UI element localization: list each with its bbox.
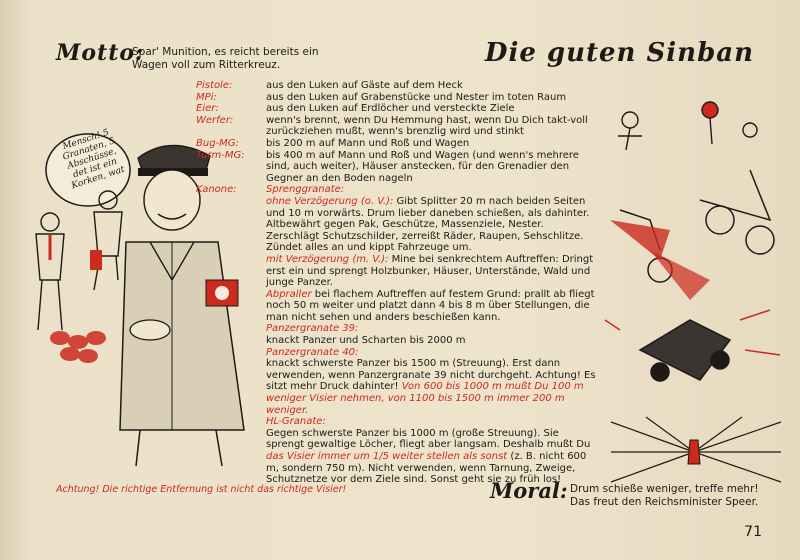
pz40-red-note: Von 600 bis 1000 m mußt Du 100 m weniger Visier nehmen, von 1100 bis 1500 m immer 200 m weniger. xyxy=(266,381,584,416)
weapon-row-werfer xyxy=(196,115,596,138)
abpraller-title: Abpraller xyxy=(266,288,312,300)
battle-illustration xyxy=(600,90,790,400)
weapon-label: Turm-MG: xyxy=(196,149,245,161)
weapon-row-kanone xyxy=(196,184,596,196)
hl-red-note: das Visier immer um 1/5 weiter stellen als sonst xyxy=(266,451,508,462)
weapon-label: Bug-MG: xyxy=(196,137,239,149)
weapon-desc: wenn's brennt, wenn Du Hemmung hast, wenn Du Dich takt-voll zurückziehen mußt, wenn's brenzlig wird und stinkt xyxy=(266,114,588,138)
weapon-desc: bis 200 m auf Mann und Roß und Wagen xyxy=(266,137,470,149)
hl-text-2: (z. B. nicht 600 m, sondern 750 m). Nicht verwenden, wenn Tarnung, Zweige, Schutznetze vor dem Ziele sind. Sonst geht sie zu früh los! xyxy=(266,451,587,486)
spreng-title: Sprenggranate: xyxy=(266,184,345,196)
speech-bubble-text: Mensch! 5 Granaten, 5 Abschüsse, det ist ein Korken, wat xyxy=(61,127,126,192)
hl-title: HL-Granate: xyxy=(266,416,326,428)
weapon-row-mpi xyxy=(196,92,596,104)
weapon-label: Kanone: xyxy=(196,184,237,196)
pz40-text: knackt schwerste Panzer bis 1500 m (Streuung). Erst dann verwenden, wenn Panzergranate 39 nicht durchgeht. Achtung! Es sitzt mehr Druck dahinter! xyxy=(266,358,596,393)
weapon-row-pistole xyxy=(196,80,596,92)
weapon-label: Werfer: xyxy=(196,114,234,126)
splinter-diagram xyxy=(606,412,786,492)
motto-text: Spar' Munition, es reicht bereits ein Wagen voll zum Ritterkreuz. xyxy=(132,46,319,71)
kanone-details xyxy=(196,196,596,486)
weapon-row-turm-mg xyxy=(196,150,596,185)
achtung-note: Achtung! Die richtige Entfernung ist nicht das richtige Visier! xyxy=(56,484,347,495)
moral-label: Moral: xyxy=(490,478,568,503)
pz39-text: knackt Panzer und Scharten bis 2000 m xyxy=(266,335,466,347)
mit-title: mit Verzögerung (m. V.): xyxy=(266,253,389,265)
weapon-row-bug-mg xyxy=(196,138,596,150)
abpraller-text: bei flachem Auftreffen auf festem Grund: prallt ab fliegt noch 50 m weiter und platzt dann 4 bis 8 m über Stellungen, die man nicht sehen und anders beschießen kann. xyxy=(266,288,595,323)
page-headline: Die guten Sinban xyxy=(484,38,754,68)
hl-text-1: Gegen schwerste Panzer bis 1000 m (große Streuung). Sie sprengt gewaltige Löcher, fliegt aber langsam. Deshalb mußt Du xyxy=(266,427,591,451)
kanone-desc xyxy=(266,184,596,196)
weapon-label: Pistole: xyxy=(196,80,233,91)
weapon-desc: bis 400 m auf Mann und Roß und Wagen (und wenn's mehrere sind, auch weiter), Häuser anstecken, für den Grenadier den Gegner an den Boden nageln xyxy=(266,149,579,184)
page-number: 71 xyxy=(744,524,762,540)
pz39-title: Panzergranate 39: xyxy=(266,323,359,335)
ohne-title: ohne Verzögerung (o. V.): xyxy=(266,195,394,207)
mit-text: Mine bei senkrechtem Auftreffen: Dringt erst ein und sprengt Holzbunker, Häuser, Unterstände, Wald und junge Panzer. xyxy=(266,253,594,289)
weapon-label: Eier: xyxy=(196,103,219,115)
pz40-title: Panzergranate 40: xyxy=(266,346,359,358)
ohne-text: Gibt Splitter 20 m nach beiden Seiten und 10 m vorwärts. Drum lieber daneben schießen, als dahinter. Altbewährt gegen Pak, Geschütze, Massenziele, Nester. Zerschlägt Schutzschilder, zerreißt Räder, Raupen, Sehschlitze. Zündet alles an und kippt Fahrzeuge um. xyxy=(266,195,590,254)
weapon-desc: aus den Luken auf Erdlöcher und versteckte Ziele xyxy=(266,103,515,115)
weapon-desc: aus den Luken auf Gäste auf dem Heck xyxy=(266,80,463,91)
moral-text: Drum schieße weniger, treffe mehr! Das freut den Reichsminister Speer. xyxy=(570,483,759,508)
weapons-list xyxy=(196,80,596,486)
weapon-label: MPi: xyxy=(196,91,217,103)
motto-label: Motto: xyxy=(56,40,145,66)
weapon-row-eier xyxy=(196,103,596,115)
weapon-desc: aus den Luken auf Grabenstücke und Nester im toten Raum xyxy=(266,91,567,103)
